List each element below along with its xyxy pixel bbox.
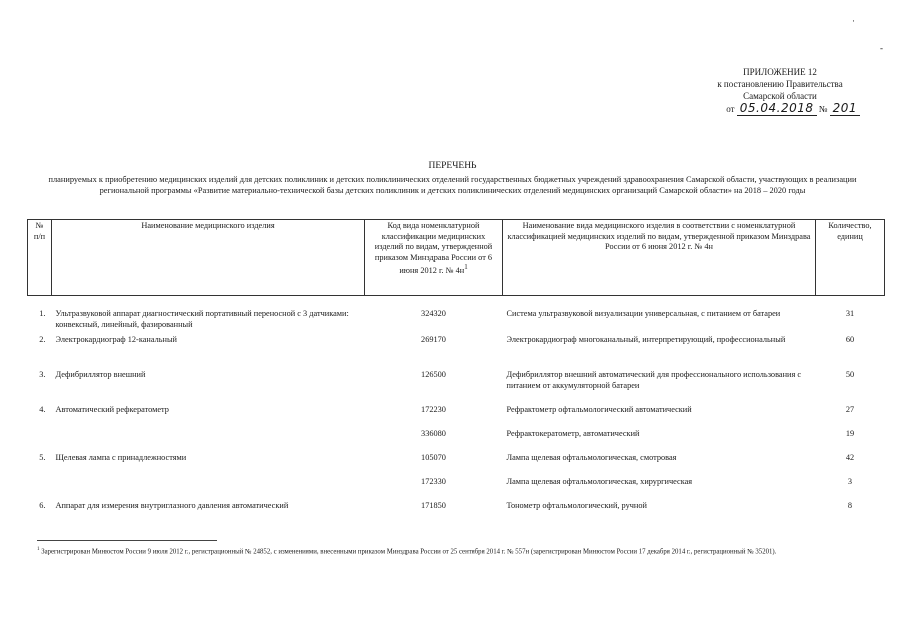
- handwritten-date: 05.04.2018: [737, 101, 817, 116]
- cell-code: 171850: [421, 501, 446, 510]
- date-prefix: от: [726, 104, 735, 114]
- header-code-text: Код вида номенклатурной классификации медицинских изделий по видам, утвержденной приказом Минздрава России от 6 июня 2012 г. № 4н: [374, 221, 493, 275]
- annex-line-3: Самарской области: [743, 91, 817, 101]
- cell-num: [28, 477, 52, 501]
- footnote-text: Зарегистрирован Минюстом России 9 июля 2012 г., регистрационный № 24852, с изменениями, внесенными приказом Минздрава России от 25 сентября 2014 г. № 557н (зарегистрирован Минюстом России 17 декабря 2014 г., регистрационный № 35201).: [41, 548, 777, 556]
- cell-name: Автоматический рефкератометр: [55, 405, 169, 414]
- cell-qty: 3: [847, 477, 853, 486]
- cell-name: Ультразвуковой аппарат диагностический портативный переносной с 3 датчиками: конвексный, линейный, фазированный: [55, 309, 349, 329]
- cell-num: 2.: [39, 335, 46, 344]
- table-row: [28, 477, 885, 501]
- footnote-mark: 1: [37, 547, 40, 552]
- annex-date-line: [700, 102, 860, 115]
- cell-code: 126500: [421, 370, 446, 379]
- scan-mark: ·: [852, 16, 855, 26]
- cell-kind: Рефрактометр офтальмологический автоматический: [506, 405, 692, 414]
- cell-kind: Система ультразвуковой визуализации универсальная, с питанием от батареи: [506, 309, 781, 318]
- devices-table: [27, 219, 885, 521]
- table-row: [28, 309, 885, 335]
- cell-code: 324320: [421, 309, 446, 318]
- footnote-ref: 1: [464, 264, 468, 271]
- cell-kind: Лампа щелевая офтальмологическая, смотровая: [506, 453, 677, 462]
- cell-kind: Дефибриллятор внешний автоматический для профессионального использования с питанием от аккумуляторной батареи: [506, 370, 802, 390]
- spacer-row: [28, 296, 885, 310]
- cell-name: Щелевая лампа с принадлежностями: [55, 453, 187, 462]
- cell-kind: Электрокардиограф многоканальный, интерпретирующий, профессиональный: [506, 335, 786, 344]
- cell-qty: 31: [845, 309, 855, 318]
- document-title: ПЕРЕЧЕНЬ: [428, 161, 477, 171]
- footnote: [37, 545, 877, 556]
- cell-qty: 50: [845, 370, 855, 379]
- cell-qty: 8: [847, 501, 853, 510]
- cell-num: 1.: [39, 309, 46, 318]
- cell-kind: Рефрактокератометр, автоматический: [506, 429, 640, 438]
- table-row: [28, 501, 885, 521]
- scan-mark: -: [880, 43, 883, 53]
- cell-name: Аппарат для измерения внутриглазного давления автоматический: [55, 501, 289, 510]
- handwritten-number: 201: [830, 101, 860, 116]
- cell-name: Электрокардиограф 12-канальный: [55, 335, 177, 344]
- cell-kind: Тонометр офтальмологический, ручной: [506, 501, 647, 510]
- cell-num: 4.: [39, 405, 46, 414]
- cell-code: 105070: [421, 453, 446, 462]
- cell-num: 3.: [39, 370, 46, 379]
- cell-code: 336080: [421, 429, 446, 438]
- annex-title: ПРИЛОЖЕНИЕ 12: [743, 67, 817, 77]
- table-row: [28, 335, 885, 370]
- annex-block: [700, 66, 860, 115]
- table-row: [28, 405, 885, 429]
- header-code: [365, 220, 503, 296]
- table-row: [28, 453, 885, 477]
- cell-name: [52, 429, 365, 453]
- header-num: № п/п: [28, 220, 52, 296]
- cell-name: Дефибриллятор внешний: [55, 370, 146, 379]
- cell-qty: 27: [845, 405, 855, 414]
- annex-line-2: к постановлению Правительства: [717, 79, 843, 89]
- footnote-separator: [37, 540, 217, 541]
- cell-num: 5.: [39, 453, 46, 462]
- number-prefix: №: [818, 104, 828, 114]
- cell-num: [28, 429, 52, 453]
- cell-code: 269170: [421, 335, 446, 344]
- document-subtitle: планируемых к приобретению медицинских изделий для детских поликлиник и детских поликлинических отделений государственных бюджетных учреждений здравоохранения Самарской области, участвующих в реализации региональной программы «Развитие материально-технической базы детских поликлиник и детских поликлинических отделений медицинских организаций Самарской области» на 2018 – 2020 годы: [48, 175, 857, 195]
- header-qty: Количество, единиц: [816, 220, 885, 296]
- table-row: [28, 429, 885, 453]
- cell-qty: 19: [845, 429, 855, 438]
- cell-qty: 42: [845, 453, 855, 462]
- cell-code: 172330: [421, 477, 446, 486]
- table-header-row: [28, 220, 885, 296]
- header-kind: Наименование вида медицинского изделия в соответствии с номенклатурной классификацией медицинских изделий по видам, утвержденной приказом Минздрава России от 6 июня 2012 г. № 4н: [503, 220, 816, 296]
- cell-kind: Лампа щелевая офтальмологическая, хирургическая: [506, 477, 693, 486]
- cell-num: 6.: [39, 501, 46, 510]
- table-row: [28, 370, 885, 405]
- header-name: Наименование медицинского изделия: [52, 220, 365, 296]
- cell-qty: 60: [845, 335, 855, 344]
- cell-code: 172230: [421, 405, 446, 414]
- cell-name: [52, 477, 365, 501]
